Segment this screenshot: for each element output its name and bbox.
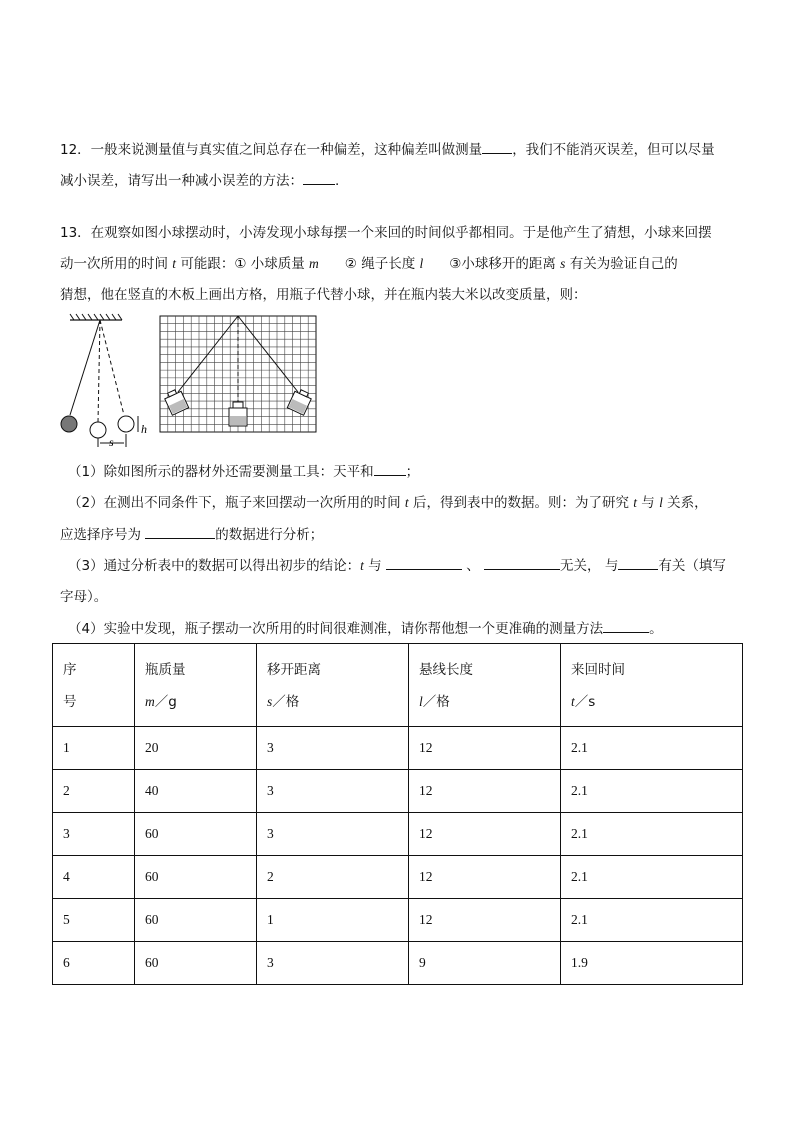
- label-s: s: [109, 435, 114, 449]
- q12-text-b: ，我们不能消灭误差，但可以尽量: [512, 142, 715, 158]
- table-row: [53, 770, 743, 813]
- sub2-blank[interactable]: [145, 524, 215, 539]
- sub3-text-e: 有关（填写: [658, 558, 726, 574]
- pendulum-figure: [60, 312, 322, 449]
- q13-text-d: ③小球移开的距离: [449, 256, 561, 272]
- table-row: [53, 899, 743, 942]
- table-cell: 12: [409, 813, 561, 856]
- q12-text-d: .: [335, 173, 340, 189]
- q12-blank-1[interactable]: [482, 139, 512, 154]
- table-cell: 3: [53, 813, 135, 856]
- q13-line3: 猜想，他在竖直的木板上画出方格，用瓶子代替小球，并在瓶内装大米以改变质量，则：: [60, 287, 587, 303]
- pendulum-diagram: [61, 314, 147, 449]
- header-top: 序: [63, 662, 77, 678]
- table-cell: 2.1: [561, 770, 743, 813]
- sub2-line2: [60, 524, 323, 545]
- table-cell: 3: [257, 813, 409, 856]
- header-time: [561, 644, 743, 727]
- table-cell: 2.1: [561, 813, 743, 856]
- data-table: [52, 643, 743, 985]
- header-unit: ／s: [574, 694, 596, 710]
- sub1-text: （1）除如图所示的器材外还需要测量工具：天平和: [68, 464, 374, 480]
- q13-text-e: 有关为验证自己的: [565, 256, 678, 272]
- sub4-line: [68, 618, 663, 639]
- q13-text-a: 动一次所用的时间: [60, 256, 173, 272]
- var-s: s: [560, 256, 566, 271]
- table-cell: 2: [257, 856, 409, 899]
- sub2-text-f: 的数据进行分析；: [215, 527, 324, 543]
- table-cell: 2.1: [561, 899, 743, 942]
- table-cell: 12: [409, 899, 561, 942]
- header-top: 来回时间: [571, 662, 625, 678]
- sub3-line2: 字母）。: [60, 589, 108, 605]
- sub3-blank-3[interactable]: [618, 555, 658, 570]
- table-cell: 60: [135, 856, 257, 899]
- sub3-line1: [68, 555, 726, 576]
- table-cell: 3: [257, 770, 409, 813]
- table-cell: 4: [53, 856, 135, 899]
- table-cell: 1: [257, 899, 409, 942]
- table-cell: 2: [53, 770, 135, 813]
- sub1-end: ；: [405, 464, 420, 480]
- header-unit: ／格: [422, 694, 450, 710]
- header-unit: ／格: [272, 694, 300, 710]
- sub2-text-c: 与: [637, 495, 660, 511]
- table-cell: 5: [53, 899, 135, 942]
- sub4-blank[interactable]: [603, 618, 649, 633]
- header-top: 移开距离: [267, 662, 321, 678]
- sub3-blank-2[interactable]: [484, 555, 560, 570]
- table-cell: 9: [409, 942, 561, 985]
- table-cell: 12: [409, 856, 561, 899]
- var-t: t: [404, 495, 409, 510]
- header-distance: [257, 644, 409, 727]
- sub2-line1: [68, 493, 708, 513]
- sub4-end: 。: [649, 621, 663, 637]
- var-l: l: [419, 256, 424, 271]
- table-cell: 40: [135, 770, 257, 813]
- table-cell: 1: [53, 727, 135, 770]
- table-header-row: [53, 644, 743, 727]
- header-index: [53, 644, 135, 727]
- header-top: 瓶质量: [145, 662, 186, 678]
- ball-rest: [90, 422, 106, 438]
- q13-text-b: 可能跟：① 小球质量: [176, 256, 310, 272]
- table-cell: 60: [135, 942, 257, 985]
- ball-filled: [61, 416, 77, 432]
- sub1-blank[interactable]: [374, 461, 406, 476]
- header-top: 悬线长度: [419, 662, 473, 678]
- header-var: l: [419, 694, 423, 709]
- q12-text-c: 减小误差，请写出一种减小误差的方法：: [60, 173, 303, 189]
- sub3-text-c: 、: [461, 558, 485, 574]
- table-cell: 2.1: [561, 727, 743, 770]
- var-l: l: [659, 495, 663, 510]
- header-var: s: [267, 694, 273, 709]
- table-cell: 2.1: [561, 856, 743, 899]
- sub2-text-d: 关系，: [662, 495, 708, 511]
- var-t: t: [172, 256, 177, 271]
- table-cell: 60: [135, 813, 257, 856]
- sub2-text-b: 后，得到表中的数据。则：为了研究: [408, 495, 634, 511]
- var-t: t: [633, 495, 638, 510]
- header-length: [409, 644, 561, 727]
- var-m: m: [309, 256, 319, 271]
- header-mass: [135, 644, 257, 727]
- q13-line1: 13．在观察如图小球摆动时，小涛发现小球每摆一个来回的时间似乎都相同。于是他产生了猜想，小球来回摆: [60, 225, 712, 241]
- var-t: t: [360, 558, 364, 573]
- q13-text-c: ② 绳子长度: [344, 256, 420, 272]
- q13-line2: [60, 254, 678, 274]
- table-cell: 12: [409, 727, 561, 770]
- label-h: h: [141, 422, 147, 436]
- table-cell: 3: [257, 942, 409, 985]
- q12-line2: [60, 170, 339, 191]
- sub2-text-a: （2）在测出不同条件下，瓶子来回摆动一次所用的时间: [68, 495, 405, 511]
- sub1-line: [68, 461, 419, 482]
- header-bottom: 号: [63, 694, 77, 710]
- sub3-text-b: 与: [363, 558, 386, 574]
- q12-line1: [60, 139, 715, 160]
- sub3-text-d: 无关， 与: [560, 558, 619, 574]
- ball-displaced: [118, 416, 134, 432]
- table-cell: 6: [53, 942, 135, 985]
- sub3-blank-1[interactable]: [386, 555, 462, 570]
- table-cell: 60: [135, 899, 257, 942]
- table-row: [53, 942, 743, 985]
- header-unit: ／g: [154, 694, 177, 710]
- table-cell: 3: [257, 727, 409, 770]
- table-row: [53, 727, 743, 770]
- sub3-text-a: （3）通过分析表中的数据可以得出初步的结论：: [68, 558, 361, 574]
- sub4-text: （4）实验中发现，瓶子摆动一次所用的时间很难测准，请你帮他想一个更准确的测量方法: [68, 621, 604, 637]
- q12-blank-2[interactable]: [303, 170, 335, 185]
- header-var: t: [571, 694, 575, 709]
- table-row: [53, 856, 743, 899]
- table-cell: 20: [135, 727, 257, 770]
- sub2-text-e: 应选择序号为: [60, 527, 146, 543]
- table-cell: 12: [409, 770, 561, 813]
- table-cell: 1.9: [561, 942, 743, 985]
- header-var: m: [145, 694, 155, 709]
- table-row: [53, 813, 743, 856]
- q12-text-a: 12．一般来说测量值与真实值之间总存在一种偏差，这种偏差叫做测量: [60, 142, 483, 158]
